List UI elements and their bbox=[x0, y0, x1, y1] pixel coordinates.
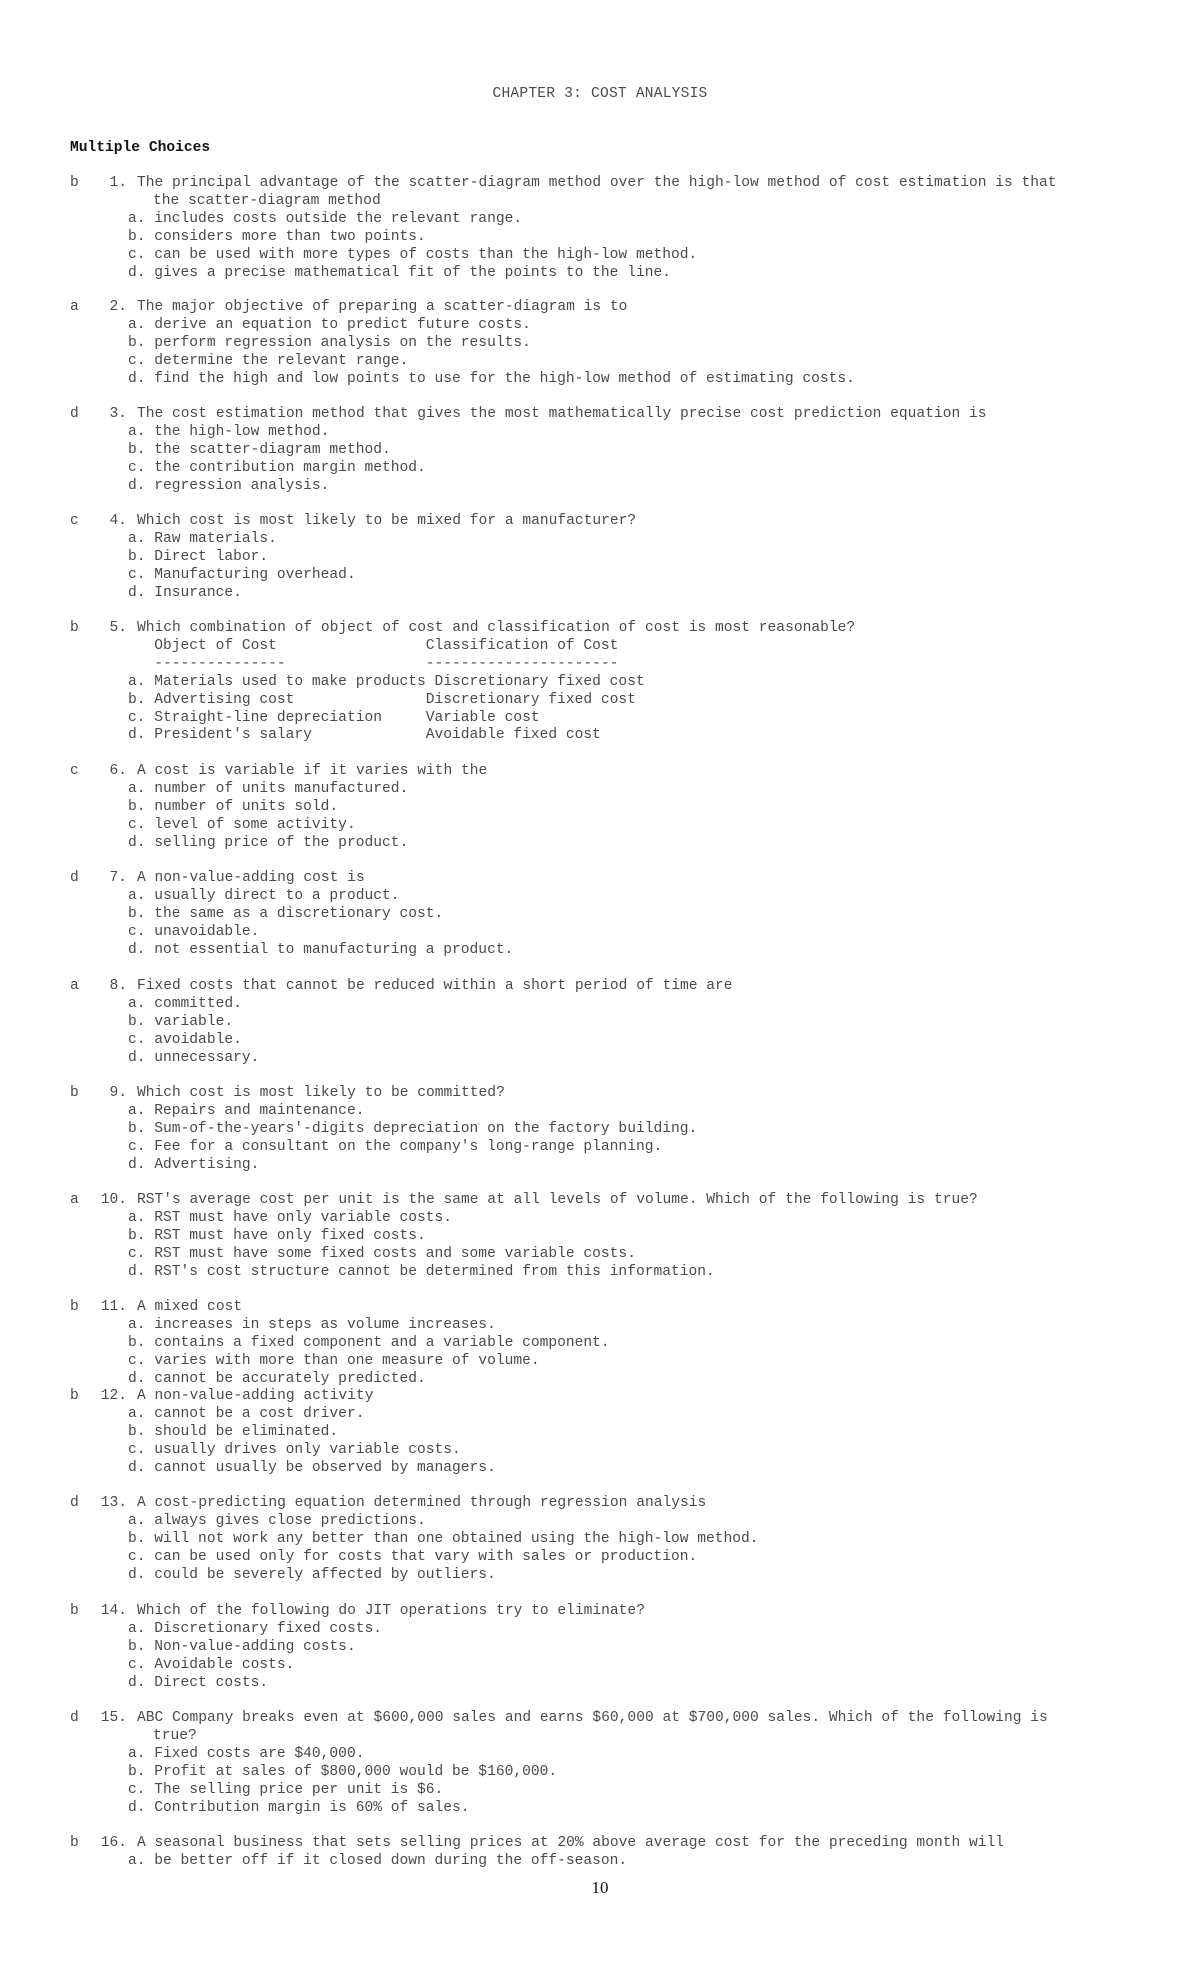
answer-option: b. Direct labor. bbox=[128, 548, 269, 565]
answer-option: c. varies with more than one measure of volume. bbox=[128, 1352, 540, 1369]
question-line bbox=[70, 620, 1170, 638]
answer-option: d. Insurance. bbox=[128, 584, 242, 601]
answer-key: d bbox=[70, 406, 79, 422]
question-item bbox=[70, 1388, 1170, 1478]
answer-option: c. The selling price per unit is $6. bbox=[128, 1781, 444, 1798]
answer-option: a. derive an equation to predict future costs. bbox=[128, 316, 531, 333]
answer-option: d. cannot usually be observed by managers. bbox=[128, 1459, 496, 1476]
answer-option: --------------- ---------------------- bbox=[128, 655, 619, 672]
question-item bbox=[70, 513, 1170, 603]
answer-key: d bbox=[70, 870, 79, 886]
answer-option: a. Raw materials. bbox=[128, 530, 277, 547]
answer-option: a. always gives close predictions. bbox=[128, 1512, 426, 1529]
question-line bbox=[70, 870, 1170, 888]
answer-option: b. number of units sold. bbox=[128, 798, 339, 815]
answer-option: c. can be used only for costs that vary with sales or production. bbox=[128, 1548, 698, 1565]
answer-option: a. Discretionary fixed costs. bbox=[128, 1620, 382, 1637]
question-number: 2. bbox=[109, 299, 127, 315]
question-text: ABC Company breaks even at $600,000 sales and earns $60,000 at $700,000 sales. Which of the following is bbox=[137, 1710, 1048, 1726]
answer-option: c. Manufacturing overhead. bbox=[128, 566, 356, 583]
question-line bbox=[70, 1388, 1170, 1406]
answer-option: c. unavoidable. bbox=[128, 923, 260, 940]
question-number: 16. bbox=[100, 1835, 127, 1851]
answer-key: c bbox=[70, 763, 79, 779]
question-text: A mixed cost bbox=[137, 1299, 243, 1315]
question-item bbox=[70, 978, 1170, 1068]
question-line bbox=[70, 1299, 1170, 1317]
question-number: 11. bbox=[100, 1299, 127, 1315]
answer-option: a. cannot be a cost driver. bbox=[128, 1405, 365, 1422]
question-text-continued: true? bbox=[153, 1727, 197, 1744]
chapter-heading: CHAPTER 3: COST ANALYSIS bbox=[492, 86, 708, 102]
question-line bbox=[70, 299, 1170, 317]
question-text: A cost is variable if it varies with the bbox=[137, 763, 488, 779]
answer-option: c. RST must have some fixed costs and some variable costs. bbox=[128, 1245, 636, 1262]
question-number: 14. bbox=[100, 1603, 127, 1619]
question-number: 10. bbox=[100, 1192, 127, 1208]
question-text-continued: the scatter-diagram method bbox=[153, 192, 381, 209]
question-number: 13. bbox=[100, 1495, 127, 1511]
question-text: The major objective of preparing a scatter-diagram is to bbox=[137, 299, 628, 315]
question-text: Which of the following do JIT operations try to eliminate? bbox=[137, 1603, 645, 1619]
answer-key: b bbox=[70, 1299, 79, 1315]
question-text: A cost-predicting equation determined through regression analysis bbox=[137, 1495, 707, 1511]
answer-option: c. can be used with more types of costs than the high-low method. bbox=[128, 246, 698, 263]
answer-key: d bbox=[70, 1710, 79, 1726]
question-number: 1. bbox=[109, 175, 127, 191]
answer-key: a bbox=[70, 978, 79, 994]
answer-option: d. could be severely affected by outliers. bbox=[128, 1566, 496, 1583]
question-line bbox=[70, 1192, 1170, 1210]
answer-option: d. not essential to manufacturing a product. bbox=[128, 941, 514, 958]
question-item bbox=[70, 406, 1170, 496]
answer-option: a. number of units manufactured. bbox=[128, 780, 409, 797]
answer-option: d. regression analysis. bbox=[128, 477, 330, 494]
answer-option: b. the scatter-diagram method. bbox=[128, 441, 391, 458]
answer-option: c. Fee for a consultant on the company's long-range planning. bbox=[128, 1138, 663, 1155]
answer-option: Object of Cost Classification of Cost bbox=[128, 637, 619, 654]
answer-option: c. Straight-line depreciation Variable cost bbox=[128, 709, 540, 726]
question-text: Which combination of object of cost and classification of cost is most reasonable? bbox=[137, 620, 856, 636]
answer-option: a. usually direct to a product. bbox=[128, 887, 400, 904]
answer-option: c. the contribution margin method. bbox=[128, 459, 426, 476]
question-line bbox=[70, 1085, 1170, 1103]
section-title: Multiple Choices bbox=[70, 140, 211, 156]
answer-key: a bbox=[70, 299, 79, 315]
answer-option: c. usually drives only variable costs. bbox=[128, 1441, 461, 1458]
question-item bbox=[70, 1835, 1170, 1871]
question-number: 4. bbox=[109, 513, 127, 529]
question-number: 7. bbox=[109, 870, 127, 886]
question-item bbox=[70, 1710, 1170, 1817]
question-number: 15. bbox=[100, 1710, 127, 1726]
question-number: 5. bbox=[109, 620, 127, 636]
answer-option: b. Profit at sales of $800,000 would be $160,000. bbox=[128, 1763, 558, 1780]
answer-option: d. Direct costs. bbox=[128, 1674, 269, 1691]
question-item bbox=[70, 870, 1170, 960]
question-item bbox=[70, 175, 1170, 282]
answer-option: a. RST must have only variable costs. bbox=[128, 1209, 453, 1226]
question-line bbox=[70, 1495, 1170, 1513]
answer-option: b. Non-value-adding costs. bbox=[128, 1638, 356, 1655]
answer-option: d. gives a precise mathematical fit of the points to the line. bbox=[128, 264, 671, 281]
question-item bbox=[70, 1495, 1170, 1585]
answer-option: a. Materials used to make products Discretionary fixed cost bbox=[128, 673, 645, 690]
answer-key: b bbox=[70, 175, 79, 191]
answer-option: b. should be eliminated. bbox=[128, 1423, 339, 1440]
answer-option: d. RST's cost structure cannot be determined from this information. bbox=[128, 1263, 715, 1280]
answer-key: b bbox=[70, 1835, 79, 1851]
question-text: A seasonal business that sets selling prices at 20% above average cost for the preceding month will bbox=[137, 1835, 1005, 1851]
answer-option: c. avoidable. bbox=[128, 1031, 242, 1048]
question-line bbox=[70, 406, 1170, 424]
question-item bbox=[70, 299, 1170, 389]
page-number: 10 bbox=[591, 1878, 609, 1897]
answer-option: a. increases in steps as volume increases. bbox=[128, 1316, 496, 1333]
question-number: 9. bbox=[109, 1085, 127, 1101]
question-text: Which cost is most likely to be committed? bbox=[137, 1085, 505, 1101]
answer-key: b bbox=[70, 1388, 79, 1404]
answer-option: a. Repairs and maintenance. bbox=[128, 1102, 365, 1119]
question-line bbox=[70, 978, 1170, 996]
question-item bbox=[70, 1299, 1170, 1389]
question-number: 12. bbox=[100, 1388, 127, 1404]
question-text: A non-value-adding activity bbox=[137, 1388, 374, 1404]
question-item bbox=[70, 763, 1170, 853]
answer-option: a. includes costs outside the relevant range. bbox=[128, 210, 523, 227]
answer-option: b. contains a fixed component and a variable component. bbox=[128, 1334, 610, 1351]
answer-option: b. perform regression analysis on the results. bbox=[128, 334, 531, 351]
question-text: The cost estimation method that gives the most mathematically precise cost prediction equation is bbox=[137, 406, 987, 422]
answer-option: d. unnecessary. bbox=[128, 1049, 260, 1066]
question-text: RST's average cost per unit is the same at all levels of volume. Which of the following is true? bbox=[137, 1192, 978, 1208]
answer-option: b. considers more than two points. bbox=[128, 228, 426, 245]
question-text: The principal advantage of the scatter-diagram method over the high-low method of cost estimation is that bbox=[137, 175, 1057, 191]
answer-key: b bbox=[70, 620, 79, 636]
answer-option: b. variable. bbox=[128, 1013, 234, 1030]
answer-option: d. Contribution margin is 60% of sales. bbox=[128, 1799, 470, 1816]
question-text: A non-value-adding cost is bbox=[137, 870, 365, 886]
answer-option: b. the same as a discretionary cost. bbox=[128, 905, 444, 922]
answer-option: a. be better off if it closed down during the off-season. bbox=[128, 1852, 628, 1869]
answer-key: a bbox=[70, 1192, 79, 1208]
question-text: Fixed costs that cannot be reduced within a short period of time are bbox=[137, 978, 733, 994]
answer-option: a. Fixed costs are $40,000. bbox=[128, 1745, 365, 1762]
answer-option: b. RST must have only fixed costs. bbox=[128, 1227, 426, 1244]
question-number: 8. bbox=[109, 978, 127, 994]
answer-option: a. the high-low method. bbox=[128, 423, 330, 440]
question-line bbox=[70, 1835, 1170, 1853]
answer-option: d. President's salary Avoidable fixed cost bbox=[128, 727, 601, 744]
question-item bbox=[70, 1085, 1170, 1175]
answer-option: c. determine the relevant range. bbox=[128, 352, 409, 369]
answer-option: d. selling price of the product. bbox=[128, 834, 409, 851]
question-item bbox=[70, 1192, 1170, 1282]
answer-option: b. Sum-of-the-years'-digits depreciation on the factory building. bbox=[128, 1120, 698, 1137]
question-item bbox=[70, 1603, 1170, 1693]
answer-key: c bbox=[70, 513, 79, 529]
question-line bbox=[70, 513, 1170, 531]
question-line bbox=[70, 1603, 1170, 1621]
question-text: Which cost is most likely to be mixed for a manufacturer? bbox=[137, 513, 637, 529]
answer-option: c. Avoidable costs. bbox=[128, 1656, 295, 1673]
question-line bbox=[70, 763, 1170, 781]
question-item bbox=[70, 620, 1170, 745]
answer-key: d bbox=[70, 1495, 79, 1511]
answer-option: b. will not work any better than one obtained using the high-low method. bbox=[128, 1530, 759, 1547]
question-number: 3. bbox=[109, 406, 127, 422]
answer-option: d. find the high and low points to use for the high-low method of estimating costs. bbox=[128, 370, 855, 387]
answer-option: a. committed. bbox=[128, 995, 242, 1012]
question-line bbox=[70, 1710, 1170, 1728]
answer-option: b. Advertising cost Discretionary fixed cost bbox=[128, 691, 636, 708]
answer-option: d. Advertising. bbox=[128, 1156, 260, 1173]
answer-key: b bbox=[70, 1603, 79, 1619]
answer-option: d. cannot be accurately predicted. bbox=[128, 1370, 426, 1387]
question-line bbox=[70, 175, 1170, 193]
answer-option: c. level of some activity. bbox=[128, 816, 356, 833]
answer-key: b bbox=[70, 1085, 79, 1101]
question-number: 6. bbox=[109, 763, 127, 779]
